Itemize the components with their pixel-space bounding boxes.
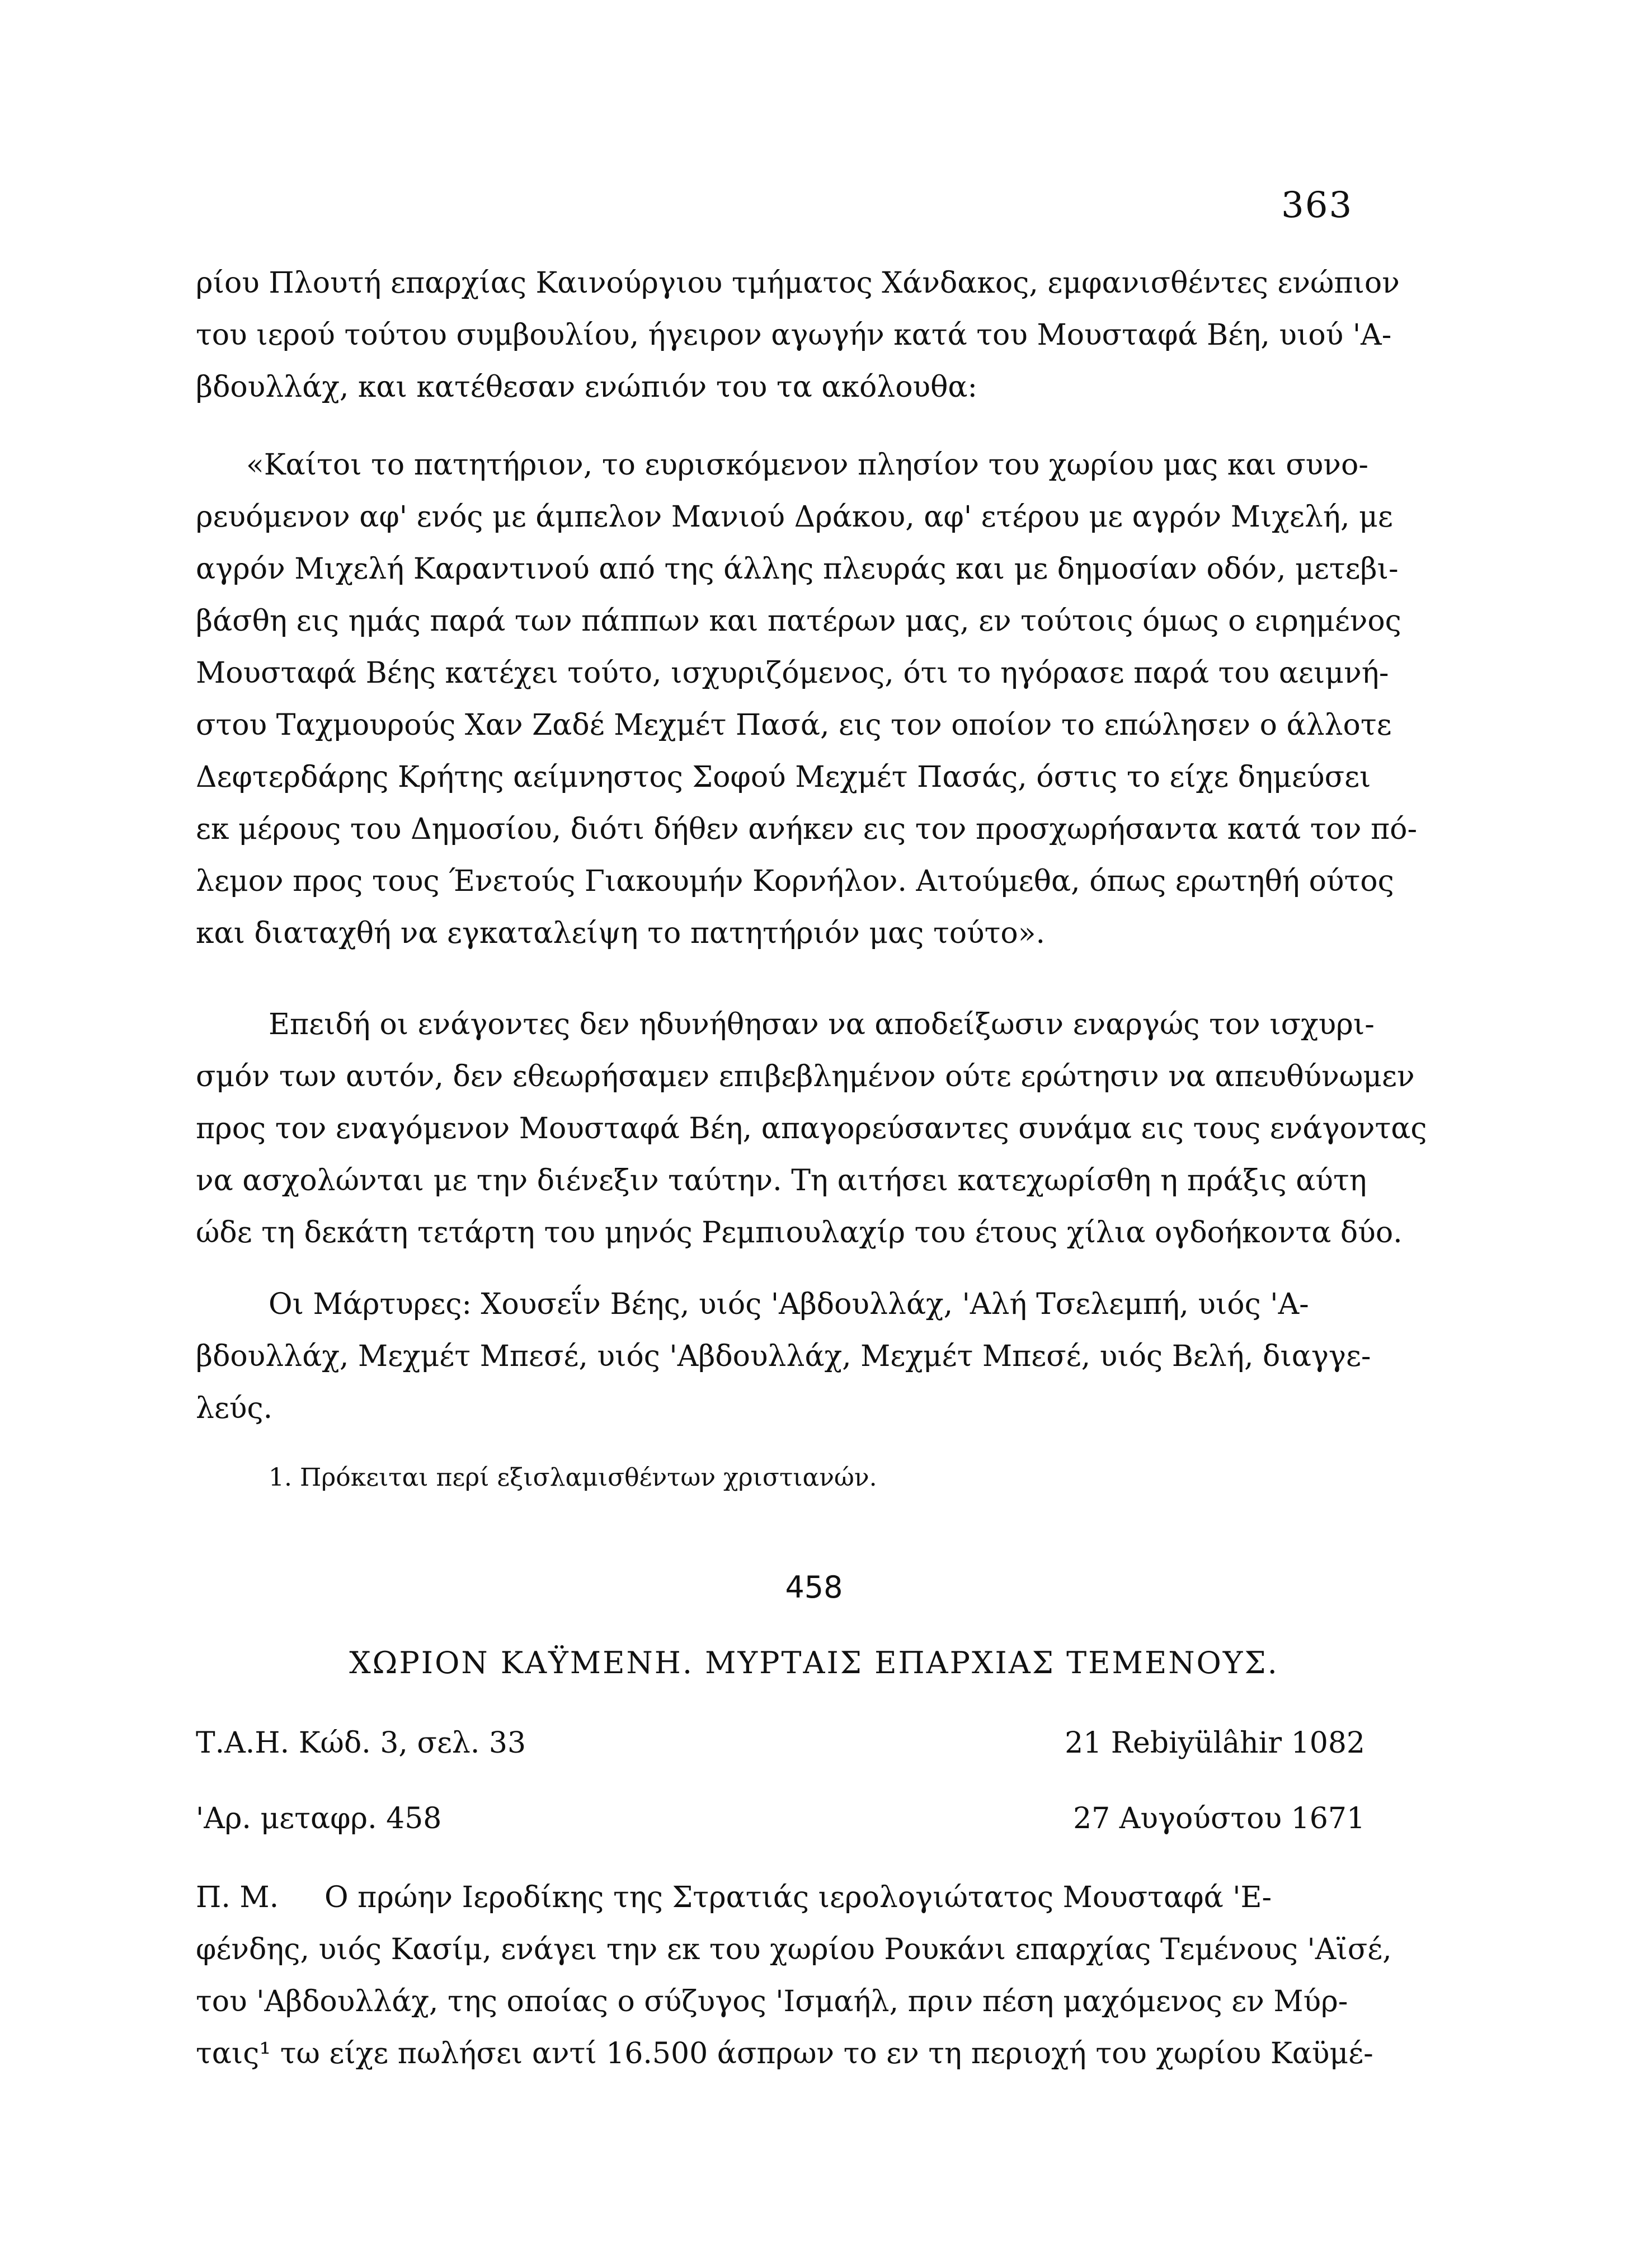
body-paragraph (196, 1872, 1392, 2080)
gregorian-date: 27 Αυγούστου 1671 (1073, 1802, 1365, 1835)
text-line: φένδης, υιός Κασίμ, ενάγει την εκ του χωρίου Ρουκάνι επαρχίας Τεμένους 'Αϊσέ, (196, 1933, 1392, 1966)
text-line: ώδε τη δεκάτη τετάρτη του μηνός Ρεμπιουλαχίρ του έτους χίλια ογδοήκοντα δύο. (196, 1216, 1403, 1250)
text-line: Μουσταφά Βέης κατέχει τούτο, ισχυριζόμενος, ότι το ηγόρασε παρά του αειμνή- (196, 656, 1389, 690)
text-line: σμόν των αυτόν, δεν εθεωρήσαμεν επιβεβλημένον ούτε ερώτησιν να απευθύνωμεν (196, 1060, 1415, 1093)
quote-paragraph (196, 439, 1418, 960)
text-line: Δεφτερδάρης Κρήτης αείμνηστος Σοφού Μεχμέτ Πασάς, όστις το είχε δημεύσει (196, 760, 1371, 794)
witnesses-paragraph (196, 1279, 1371, 1435)
text-line: αγρόν Μιχελή Καραντινού από της άλλης πλευράς και με δημοσίαν οδόν, μετεβι- (196, 552, 1399, 586)
text-line: στου Ταχμουρούς Χαν Ζαδέ Μεχμέτ Πασά, εις τον οποίον το επώλησεν ο άλλοτε (196, 708, 1392, 742)
text-line: ρευόμενον αφ' ενός με άμπελον Μανιού Δράκου, αφ' ετέρου με αγρόν Μιχελή, με (196, 500, 1393, 534)
intro-paragraph (196, 257, 1400, 414)
text-line: Ο πρώην Ιεροδίκης της Στρατιάς ιερολογιώτατος Μουσταφά 'Ε- (324, 1881, 1272, 1914)
text-line: και διαταχθή να εγκαταλείψη το πατητήριόν μας τούτο». (196, 917, 1046, 950)
text-line: βάσθη εις ημάς παρά των πάππων και πατέρων μας, εν τούτοις όμως ο ειρημένος (196, 604, 1401, 638)
first-body-line (196, 1872, 1365, 1924)
text-line: προς τον εναγόμενον Μουσταφά Βέη, απαγορεύσαντες συνάμα εις τους ενάγοντας (196, 1112, 1427, 1145)
footnote: 1. Πρόκειται περί εξισλαμισθέντων χριστιανών. (269, 1463, 877, 1492)
text-line: βδουλλάχ, Μεχμέτ Μπεσέ, υιός 'Αβδουλλάχ, Μεχμέτ Μπεσέ, υιός Βελή, διαγγε- (196, 1340, 1371, 1373)
text-line: του 'Αβδουλλάχ, της οποίας ο σύζυγος 'Ισμαήλ, πριν πέση μαχόμενος εν Μύρ- (196, 1985, 1348, 2018)
text-line: να ασχολώνται με την διένεξιν ταύτην. Τη αιτήσει κατεχωρίσθη η πράξις αύτη (196, 1164, 1367, 1198)
document-number: 458 (785, 1570, 843, 1605)
text-line: βδουλλάχ, και κατέθεσαν ενώπιόν του τα ακόλουθα: (196, 370, 978, 404)
page-number: 363 (1281, 185, 1353, 226)
text-line: εκ μέρους του Δημοσίου, διότι δήθεν ανήκεν εις τον προσχωρήσαντα κατά τον πό- (196, 813, 1418, 846)
text-line: ρίου Πλουτή επαρχίας Καινούργιου τμήματος Χάνδακος, εμφανισθέντες ενώπιον (196, 266, 1400, 300)
document-heading: ΧΩΡΙΟΝ ΚΑΫΜΕΝΗ. ΜΥΡΤΑΙΣ ΕΠΑΡΧΙΑΣ ΤΕΜΕΝΟΥΣ. (349, 1645, 1279, 1680)
text-line: Επειδή οι ενάγοντες δεν ηδυνήθησαν να αποδείξωσιν εναργώς τον ισχυρι- (269, 1008, 1375, 1041)
text-line: λεμον προς τους Ένετούς Γιακουμήν Κορνήλον. Αιτούμεθα, όπως ερωτηθή ούτος (196, 865, 1394, 898)
source-reference: Τ.Α.Η. Κώδ. 3, σελ. 33 (196, 1726, 526, 1760)
paragraph-marker: Π. Μ. (196, 1881, 279, 1914)
text-line: «Καίτοι το πατητήριον, το ευρισκόμενον πλησίον του χωρίου μας και συνο- (246, 448, 1368, 482)
hijri-date: 21 Rebiyülâhir 1082 (1065, 1726, 1365, 1760)
text-line: του ιερού τούτου συμβουλίου, ήγειρον αγωγήν κατά του Μουσταφά Βέη, υιού 'Α- (196, 318, 1392, 352)
decision-paragraph (196, 999, 1427, 1259)
meta-row-translation (196, 1802, 1365, 1835)
text-line: λεύς. (196, 1392, 273, 1425)
translation-number: 'Αρ. μεταφρ. 458 (196, 1802, 442, 1835)
text-line: Οι Μάρτυρες: Χουσεΐν Βέης, υιός 'Αβδουλλάχ, 'Αλή Τσελεμπή, υιός 'Α- (269, 1288, 1309, 1321)
meta-row-source (196, 1726, 1365, 1760)
text-line: ταις¹ τω είχε πωλήσει αντί 16.500 άσπρων το εν τη περιοχή του χωρίου Καϋμέ- (196, 2037, 1373, 2070)
